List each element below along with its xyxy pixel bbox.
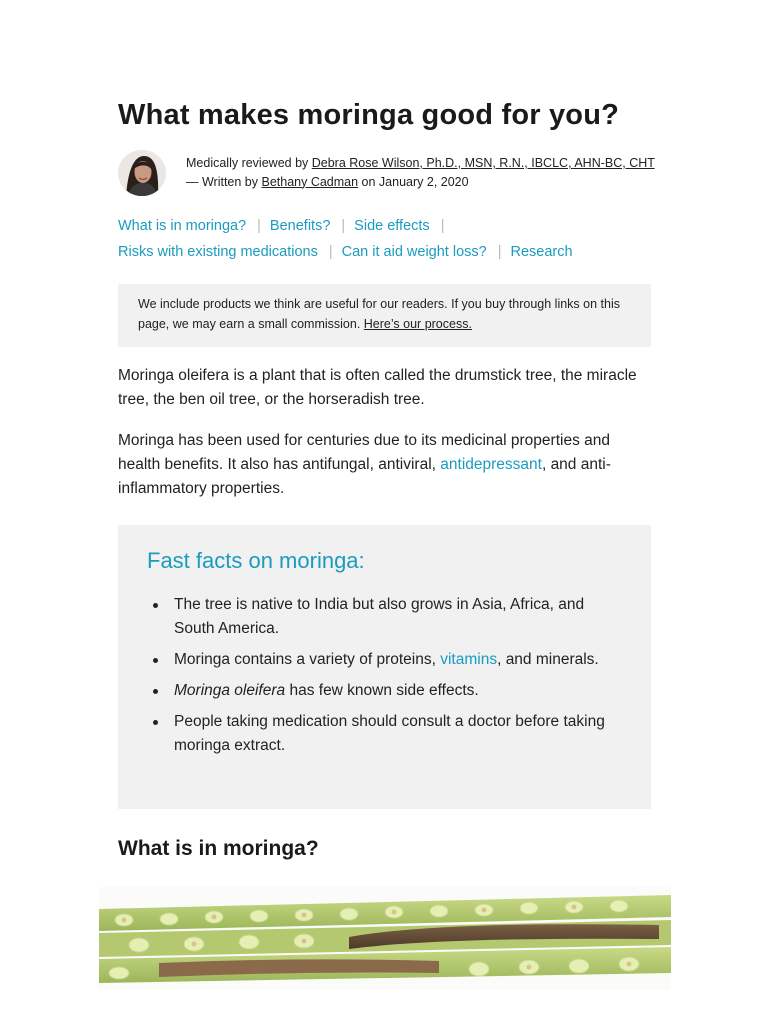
publish-date: on January 2, 2020 [358,174,469,189]
page-title: What makes moringa good for you? [118,99,620,131]
portrait-image [118,150,166,196]
byline-text [186,154,656,191]
toc-row [118,240,651,266]
fast-facts-box [118,525,651,809]
moringa-pods-image [99,887,671,990]
body-paragraph [118,429,651,501]
moringa-pods-illustration [99,887,671,990]
toc-link-research[interactable]: Research [510,243,573,260]
toc-separator: | [497,243,502,260]
list-item [174,648,614,672]
reviewed-by-label: Medically reviewed by [186,156,312,170]
list-item-text: Moringa contains a variety of proteins, [174,651,441,668]
toc-separator: | [341,218,346,234]
toc-link-what-is-in-moringa[interactable]: What is in moringa? [118,218,247,234]
section-heading: What is in moringa? [118,837,319,860]
toc-row [118,214,651,240]
written-by-label: — Written by [186,174,262,189]
toc-link-risks[interactable]: Risks with existing medications [118,243,318,260]
our-process-link[interactable]: Here’s our process. [363,316,472,331]
list-item: The tree is native to India but also grows in Asia, Africa, and South America. [174,593,614,641]
author-link[interactable]: Bethany Cadman [261,174,359,189]
toc-separator: | [440,218,445,234]
toc-link-benefits[interactable]: Benefits? [269,218,331,234]
toc-separator: | [328,243,333,260]
byline [118,150,655,198]
fast-facts-list [147,593,614,765]
list-item [174,679,614,703]
list-item: People taking medication should consult a doctor before taking moringa extract. [174,710,614,758]
intro-paragraph: Moringa oleifera is a plant that is often called the drumstick tree, the miracle tree, the ben oil tree, or the horseradish tree. [118,367,637,408]
toc-link-side-effects[interactable]: Side effects [354,218,430,234]
fast-facts-heading: Fast facts on moringa: [147,548,365,573]
vitamins-link[interactable]: vitamins [440,651,498,668]
author-avatar[interactable] [118,150,166,196]
affiliate-disclosure [118,284,651,347]
toc-separator: | [257,218,261,234]
paragraph-text: Moringa has been used for centuries due to its medicinal properties and health benefits. It also has antifungal, antiviral, [118,432,610,473]
list-item-text: , and minerals. [497,651,599,668]
list-item-text: has few known side effects. [285,682,479,699]
toc-link-weight-loss[interactable]: Can it aid weight loss? [341,243,487,260]
species-name: Moringa oleifera [174,682,286,699]
disclosure-text: We include products we think are useful for our readers. If you buy through links on this page, we may earn a small commission. [138,297,620,331]
antidepressant-link[interactable]: antidepressant [440,456,542,473]
paragraph-text: , and anti-inflammatory properties. [118,456,611,497]
reviewer-link[interactable]: Debra Rose Wilson, Ph.D., MSN, R.N., IBCLC, AHN-BC, CHT [311,156,655,170]
table-of-contents [118,214,651,265]
